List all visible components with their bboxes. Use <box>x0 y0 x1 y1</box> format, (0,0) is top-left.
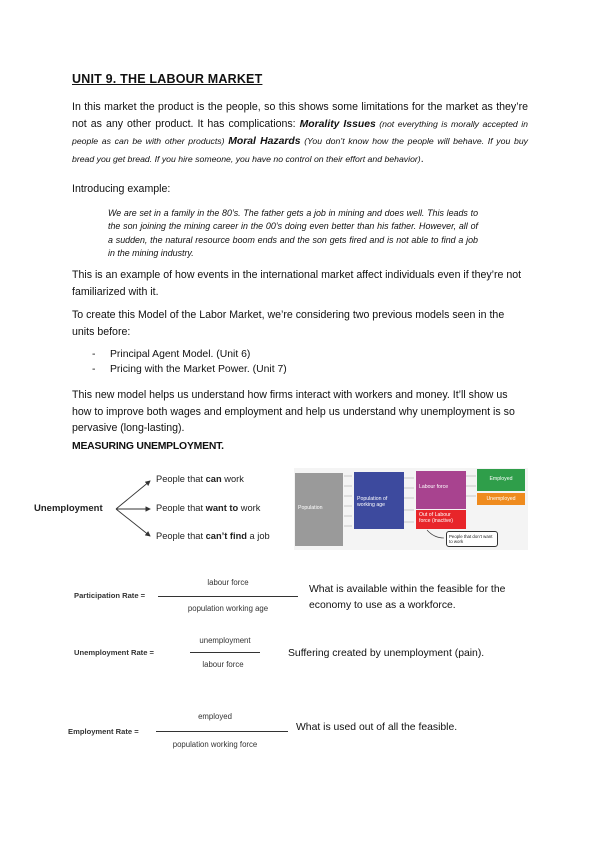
list-item: - Principal Agent Model. (Unit 6) <box>92 347 492 362</box>
unemployment-rate-label: Unemployment Rate = <box>74 648 154 657</box>
participation-numerator: labour force <box>207 578 249 587</box>
branch-cant-find-job <box>156 531 270 541</box>
participation-denominator: population working age <box>187 604 269 613</box>
participation-rate-label: Participation Rate = <box>74 591 146 600</box>
employment-numerator: employed <box>198 712 232 721</box>
example-comment: This is an example of how events in the international market affect individuals even if they’re not familiarized with it. <box>72 269 522 298</box>
employed-label: Employed <box>489 476 513 482</box>
employment-note: What is used out of all the feasible. <box>296 722 458 733</box>
employed-box <box>477 469 525 491</box>
branch-text: People that <box>156 531 206 541</box>
employment-denominator: population working force <box>172 740 258 749</box>
out-of-labour-force-label: Out of Labour force (inactive) <box>419 512 454 525</box>
moral-hazards-term: Moral Hazards <box>228 136 301 147</box>
branch-text: a job <box>246 531 270 541</box>
unemployment-diagram <box>30 470 290 550</box>
employment-rate-label: Employment Rate = <box>68 727 139 736</box>
models-intro: To create this Model of the Labor Market, we’re considering two previous models seen in the units before: <box>72 309 505 338</box>
intro-paragraph <box>72 99 528 167</box>
morality-issues-note: (not everything is morally accepted in people as can be with other products) <box>72 118 529 146</box>
example-quote: We are set in a family in the 80’s. The father gets a job in mining and does well. This leads to the son joining the mining career in the 00’s doing even better than his father. However, all of a sudden, the natural resource boom ends and the son gets fired and is not able to find a job in the mining industry. <box>108 208 478 259</box>
branch-want-to-work <box>156 503 260 513</box>
page-title: UNIT 9. THE LABOUR MARKET <box>72 72 263 86</box>
models-list <box>92 347 492 377</box>
morality-issues-term: Morality Issues <box>299 118 376 130</box>
moral-hazards-note: (You don’t know how the people will behave. If you buy bread you get bread. If you hire someone, you have no control on their effort and behavior) <box>72 136 529 164</box>
list-item: - Pricing with the Market Power. (Unit 7) <box>92 362 492 377</box>
unemployed-box <box>477 493 525 505</box>
unemployment-root: Unemployment <box>34 503 103 514</box>
unemployment-fraction-line <box>190 652 260 653</box>
model-purpose: This new model helps us understand how firms interact with workers and money. It’ll show us how to improve both wages and employment and help us understand why unemployment is so pervasive (long-lasting). <box>72 389 515 434</box>
intro-end: . <box>420 152 424 165</box>
unemployment-denominator: labour force <box>202 660 244 669</box>
branch-text: work <box>221 474 244 484</box>
branch-text: work <box>238 503 261 513</box>
branch-bold: want to <box>205 503 239 513</box>
population-label: Population <box>298 505 323 511</box>
callout-label: People that don’t want to work <box>449 534 493 544</box>
working-age-box <box>354 472 404 529</box>
participation-note: What is available within the feasible for the economy to use as a workforce. <box>309 584 506 611</box>
unemployment-numerator: unemployment <box>199 636 251 645</box>
branch-bold: can <box>205 474 222 484</box>
measuring-unemployment-heading: MEASURING UNEMPLOYMENT. <box>72 441 224 452</box>
branch-text: People that <box>156 503 206 513</box>
branch-text: People that <box>156 474 206 484</box>
example-label: Introducing example: <box>72 183 171 195</box>
intro-text: In this market the product is the people, so this shows some limitations for the market as they’re not as any other product. It has complications: <box>72 101 528 130</box>
labour-force-box <box>416 471 466 509</box>
unemployed-label: Unemployed <box>486 496 516 502</box>
unemployment-note: Suffering created by unemployment (pain). <box>288 648 485 659</box>
working-age-label: Population of working age <box>357 496 388 509</box>
branch-can-work <box>156 474 244 484</box>
participation-fraction-line <box>158 596 298 597</box>
out-of-labour-force-box <box>416 510 466 529</box>
labour-force-label: Labour force <box>419 484 449 490</box>
callout-box <box>446 531 498 547</box>
labour-flow-diagram <box>294 468 528 550</box>
employment-fraction-line <box>156 731 288 732</box>
branch-bold: can’t find <box>205 531 247 541</box>
